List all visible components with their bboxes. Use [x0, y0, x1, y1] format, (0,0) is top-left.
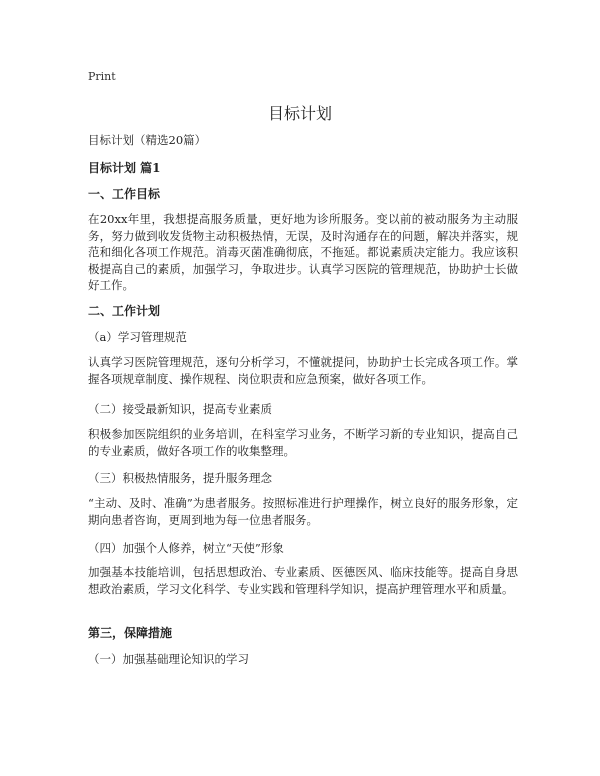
subsection-heading-a: （a）学习管理规范	[88, 330, 187, 344]
subsection-heading-4: （四）加强个人修养，树立“天使”形象	[88, 541, 284, 555]
document-subtitle: 目标计划（精选20篇）	[88, 133, 207, 147]
section-heading-goals: 一、工作目标	[88, 187, 161, 201]
subsection-heading-5: （一）加强基础理论知识的学习	[88, 652, 249, 666]
page-title: 目标计划	[267, 104, 332, 123]
article-heading: 目标计划 篇1	[88, 161, 161, 175]
subsection-paragraph-2: 积极参加医院组织的业务培训，在科室学习业务，不断学习新的专业知识，提高自己的专业素质，做好各项工作的收集整理。	[88, 427, 518, 458]
subsection-paragraph-3: “主动、及时、准确”为患者服务。按照标准进行护理操作，树立良好的服务形象，定期向患者咨询，更周到地为每一位患者服务。	[88, 496, 518, 527]
section-paragraph-goals: 在20xx年里，我想提高服务质量，更好地为诊所服务。变以前的被动服务为主动服务，努力做到收发货物主动积极热情，无误，及时沟通存在的问题，解决并落实，规范和细化各项工作规范。消毒灭菌准确彻底，不拖延。都说素质决定能力。我应该积极提高自己的素质，加强学习，争取进步。认真学习医院的管理规范，协助护士长做好工作。	[88, 212, 518, 292]
subsection-heading-2: （二）接受最新知识，提高专业素质	[88, 402, 272, 416]
print-label[interactable]: Print	[88, 70, 116, 83]
subsection-paragraph-a: 认真学习医院管理规范，逐句分析学习，不懂就提问，协助护士长完成各项工作。掌握各项规章制度、操作规程、岗位职责和应急预案，做好各项工作。	[88, 355, 518, 386]
subsection-paragraph-4: 加强基本技能培训，包括思想政治、专业素质、医德医风、临床技能等。提高自身思想政治素质，学习文化科学、专业实践和管理科学知识，提高护理管理水平和质量。	[88, 565, 518, 596]
subsection-heading-3: （三）积极热情服务，提升服务理念	[88, 471, 272, 485]
section-heading-plan: 二、工作计划	[88, 304, 161, 318]
section-heading-measures: 第三，保障措施	[88, 626, 173, 640]
